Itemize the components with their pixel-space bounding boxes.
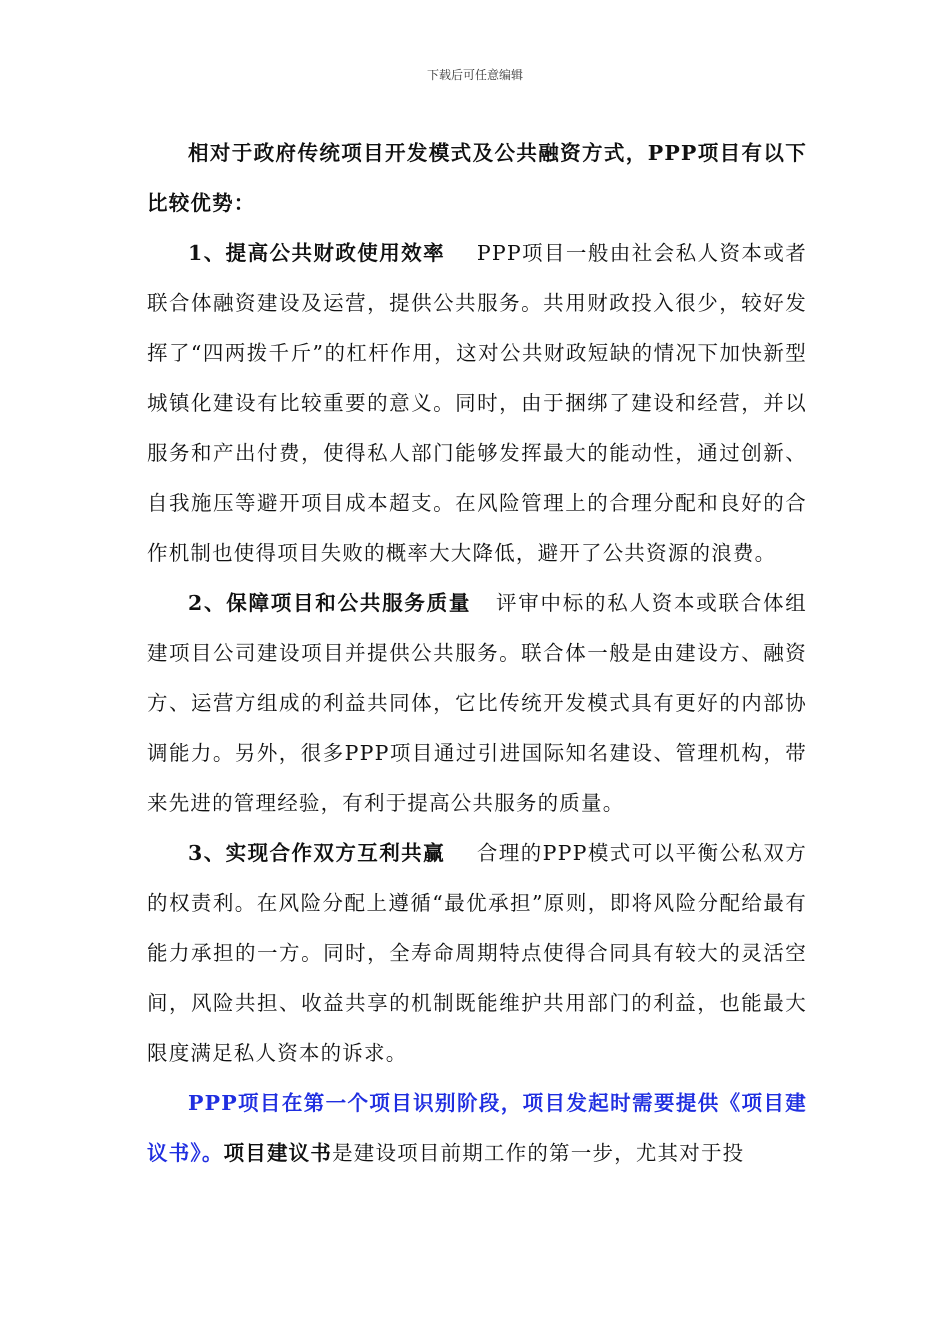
advantage-paragraph-3 — [147, 828, 807, 1078]
advantage-body-1: PPP项目一般由社会私人资本或者联合体融资建设及运营，提供公共服务。共用财政投入很少，较好发挥了“四两拨千斤”的杠杆作用，这对公共财政短缺的情况下加快新型城镇化建设有比较重要的意义。同时，由于捆绑了建设和经营，并以服务和产出付费，使得私人部门能够发挥最大的能动性，通过创新、自我施压等避开项目成本超支。在风险管理上的合理分配和良好的合作机制也使得项目失败的概率大大降低，避开了公共资源的浪费。 — [147, 241, 807, 565]
closing-rest-text: 是建设项目前期工作的第一步，尤其对于投 — [332, 1141, 745, 1165]
advantage-body-3: 合理的PPP模式可以平衡公私双方的权责利。在风险分配上遵循“最优承担”原则，即将风险分配给最有能力承担的一方。同时，全寿命周期特点使得合同具有较大的灵活空间，风险共担、收益共享的机制既能维护共用部门的利益，也能最大限度满足私人资本的诉求。 — [147, 841, 807, 1065]
document-body — [147, 128, 807, 1178]
closing-bold-term: 项目建议书 — [223, 1141, 333, 1165]
intro-paragraph: 相对于政府传统项目开发模式及公共融资方式，PPP项目有以下比较优势： — [147, 141, 807, 215]
closing-paragraph — [147, 1078, 807, 1178]
advantage-body-2: 评审中标的私人资本或联合体组建项目公司建设项目并提供公共服务。联合体一般是由建设方、融资方、运营方组成的利益共同体，它比传统开发模式具有更好的内部协调能力。另外，很多PPP项目通过引进国际知名建设、管理机构，带来先进的管理经验，有利于提高公共服务的质量。 — [147, 591, 807, 815]
advantage-paragraph-1 — [147, 228, 807, 578]
advantage-heading-1: 1、提高公共财政使用效率 — [188, 241, 446, 265]
advantage-paragraph-2 — [147, 578, 807, 828]
advantage-heading-3: 3、实现合作双方互利共赢 — [188, 841, 446, 865]
advantage-heading-2: 2、保障项目和公共服务质量 — [188, 591, 472, 615]
closing-blue-text: PPP项目在第一个项目识别阶段，项目发起时需要提供《项目建议书》。 — [147, 1091, 807, 1165]
page-header: 下载后可任意编辑 — [426, 68, 523, 82]
